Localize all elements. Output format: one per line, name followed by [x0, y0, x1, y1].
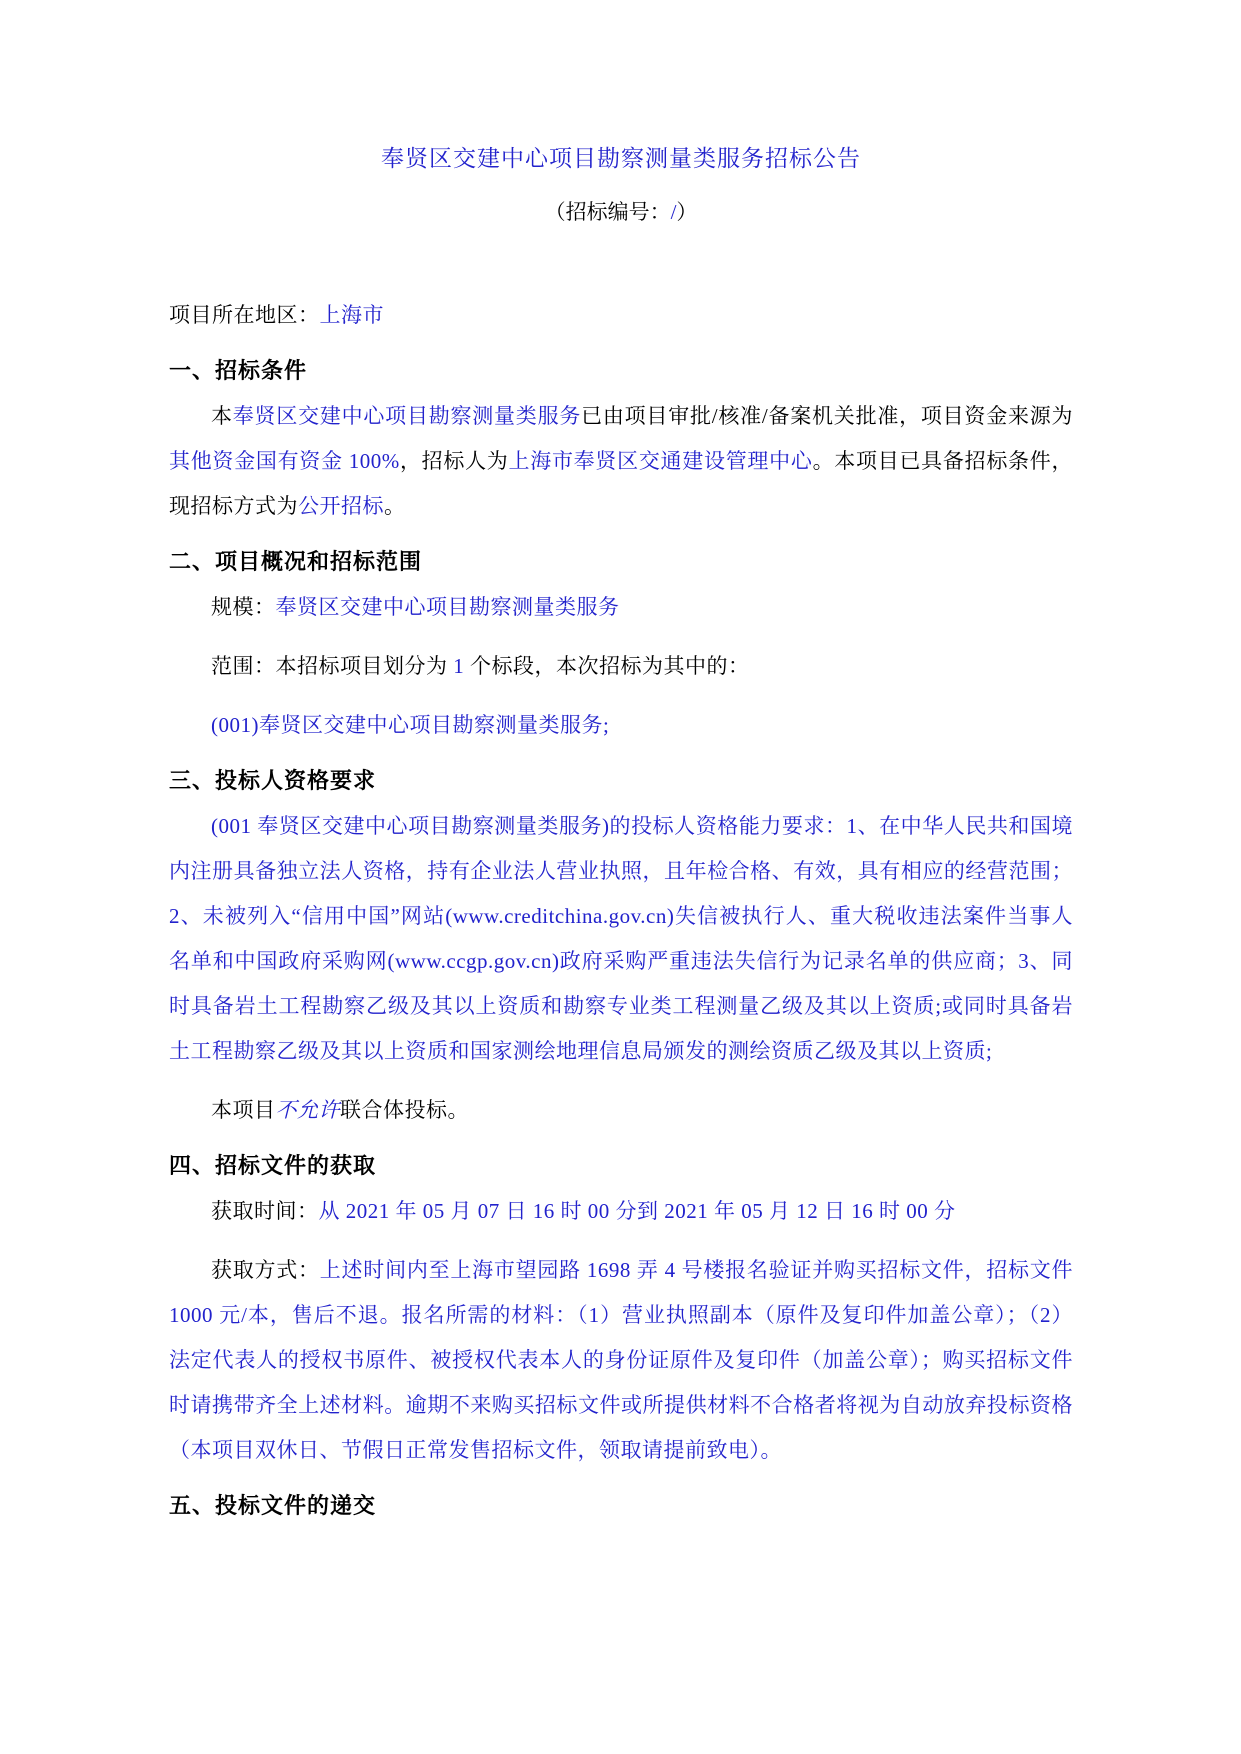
consortium-bidding-line: 本项目不允许联合体投标。 — [211, 1098, 469, 1122]
section-1-tender-conditions-paragraph: 本奉贤区交建中心项目勘察测量类服务已由项目审批/核准/备案机关批准，项目资金来源为其他资金国有资金 100%，招标人为上海市奉贤区交通建设管理中心。本项目已具备招标条件，现招标方式为公开招标。 — [169, 404, 1074, 518]
section-4-heading: 四、招标文件的获取 — [169, 1153, 377, 1178]
tender-number-line: （招标编号：/） — [544, 200, 698, 224]
project-scope-line: 范围：本招标项目划分为 1 个标段，本次招标为其中的： — [211, 654, 750, 678]
project-scale-line: 规模：奉贤区交建中心项目勘察测量类服务 — [211, 595, 620, 619]
section-1-heading: 一、招标条件 — [169, 358, 308, 383]
document-title: 奉贤区交建中心项目勘察测量类服务招标公告 — [381, 146, 861, 171]
project-location-line: 项目所在地区：上海市 — [169, 303, 384, 327]
section-2-heading: 二、项目概况和招标范围 — [169, 549, 423, 574]
bidder-qualification-paragraph: (001 奉贤区交建中心项目勘察测量类服务)的投标人资格能力要求：1、在中华人民共和国境内注册具备独立法人资格，持有企业法人营业执照，且年检合格、有效，具有相应的经营范围；2、未被列入“信用中国”网站(www.creditchina.gov.cn)失信被执行人、重大税收违法案件当事人名单和中国政府采购网(www.ccgp.gov.cn)政府采购严重违法失信行为记录名单的供应商；3、同时具备岩土工程勘察乙级及其以上资质和勘察专业类工程测量乙级及其以上资质;或同时具备岩土工程勘察乙级及其以上资质和国家测绘地理信息局颁发的测绘资质乙级及其以上资质; — [169, 814, 1073, 1063]
tender-announcement-document — [169, 143, 1073, 1529]
document-obtain-time-line: 获取时间：从 2021 年 05 月 07 日 16 时 00 分到 2021 年 05 月 12 日 16 时 00 分 — [211, 1199, 956, 1223]
section-3-heading: 三、投标人资格要求 — [169, 768, 377, 793]
document-obtain-method-paragraph: 获取方式：上述时间内至上海市望园路 1698 弄 4 号楼报名验证并购买招标文件，招标文件 1000 元/本，售后不退。报名所需的材料：（1）营业执照副本（原件及复印件加盖公章）；（2）法定代表人的授权书原件、被授权代表本人的身份证原件及复印件（加盖公章）；购买招标文件时请携带齐全上述材料。逾期不来购买招标文件或所提供材料不合格者将视为自动放弃投标资格（本项目双休日、节假日正常发售招标文件，领取请提前致电）。 — [169, 1258, 1074, 1462]
lot-001-line: (001)奉贤区交建中心项目勘察测量类服务; — [211, 713, 610, 737]
section-5-heading: 五、投标文件的递交 — [169, 1493, 377, 1518]
